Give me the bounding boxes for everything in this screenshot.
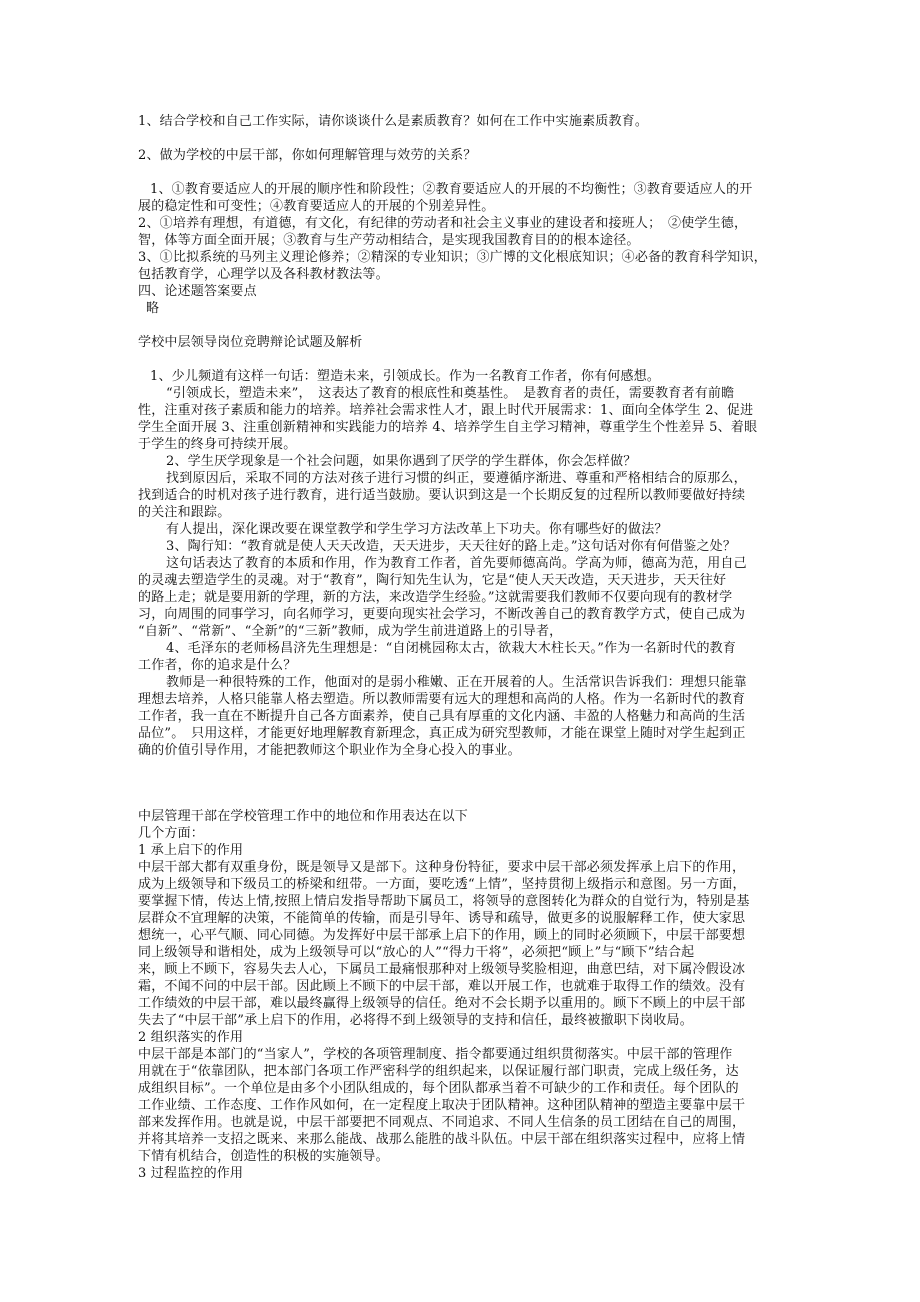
body-line: 理想去培养，人格只能靠人格去塑造。所以教师需要有远大的理想和高尚的人格。作为一名新时代的教育 <box>138 692 746 707</box>
body-line: “引领成长，塑造未来”， 这表达了教育的根底性和奠基性。 是教育者的责任，需要教育者有前瞻 <box>166 386 735 401</box>
answer-line: 智，体等方面全面开展；③教育与生产劳动相结合，是实现我国教育目的的根本途径。 <box>138 233 640 248</box>
question-1: 1、结合学校和自己工作实际，请你谈谈什么是素质教育？如何在工作中实施素质教育。 <box>138 114 649 129</box>
body-line: 这句话表达了教育的本质和作用，作为教育工作者，首先要师德高尚。学高为师，德高为范，用自己 <box>166 556 747 571</box>
body-line: 成为上级领导和下级员工的桥梁和纽带。一方面，要吃透“上情”，坚持贯彻上级指示和意图。另一方面， <box>138 877 746 892</box>
body-line: 4、毛泽东的老师杨昌济先生理想是：“自闭桃园称太古，欲栽大木柱长天。”作为一名新时代的教育 <box>166 641 737 656</box>
body-line: “自新”、“常新”、“全新”的“三新”教师，成为学生前进道路上的引导者， <box>138 624 563 639</box>
body-line: 中层干部是本部门的“当家人”，学校的各项管理制度、指令都要通过组织贯彻落实。中层干部的管理作 <box>138 1047 733 1062</box>
body-line: 2、学生厌学现象是一个社会问题，如果你遇到了厌学的学生群体，你会怎样做？ <box>166 454 637 469</box>
body-line: 工作者，你的追求是什么？ <box>138 658 297 673</box>
body-line: 工作者，我一直在不断提升自己各方面素养，使自己具有厚重的文化内涵、丰盈的人格魅力和高尚的生活 <box>138 709 746 724</box>
body-line: 成组织目标”。一个单位是由多个小团队组成的，每个团队都承当着不可缺少的工作和责任。每个团队的 <box>138 1081 739 1096</box>
body-line: 找到原因后，采取不同的方法对孩子进行习惯的纠正，要遵循序渐进、尊重和严格相结合的原那么， <box>166 471 747 486</box>
answer-line: 展的稳定性和可变性；④教育要适应人的开展的个别差异性。 <box>138 199 495 214</box>
body-line: 层群众不宜理解的决策，不能简单的传输，而是引导年、诱导和疏导，做更多的说服解释工作，使大家思 <box>138 911 746 926</box>
body-line: 失去了“中层干部”承上启下的作用，必将得不到上级领导的支持和信任，最终被撤职下岗收局。 <box>138 1013 693 1028</box>
body-line: 部来发挥作用。也就是说，中层干部要把不同观点、不同追求、不同人生信条的员工团结在自己的周围， <box>138 1115 746 1130</box>
body-line: 性，注重对孩子素质和能力的培养。培养社会需求性人才，跟上时代开展需求：1、面向全体学生 2、促进 <box>138 403 754 418</box>
subheading: 1 承上启下的作用 <box>138 843 244 858</box>
body-line: 用就在于“依靠团队，把本部门各项工作严密科学的组织起来，以保证履行部门职责，完成上级任务，达 <box>138 1064 739 1079</box>
body-line: 的灵魂去塑造学生的灵魂。对于“教育”，陶行知先生认为，它是“使人天天改造，天天进步，天天往好 <box>138 573 727 588</box>
body-line: 确的价值引导作用，才能把教师这个职业作为全身心投入的事业。 <box>138 743 521 758</box>
body-line: 1、少儿频道有这样一句话：塑造未来，引领成长。作为一名教育工作者，你有何感想。 <box>150 369 661 384</box>
answer-line: 包括教育学，心理学以及各科教材教法等。 <box>138 267 389 282</box>
body-line: 要掌握下情，传达上情,按照上情启发指导帮助下属员工，将领导的意图转化为群众的自觉行为，特别是基 <box>138 894 750 909</box>
body-line: 习，向周围的同事学习，向名师学习，更要向现实社会学习，不断改善自己的教育教学方式，使自己成为 <box>138 607 746 622</box>
body-line: 学生全面开展 3、注重创新精神和实践能力的培养 4、培养学生自主学习精神，尊重学生个性差异 5、着眼 <box>138 420 758 435</box>
body-line: 中层干部大都有双重身份，既是领导又是部下。这种身份特征，要求中层干部必须发挥承上启下的作用， <box>138 860 746 875</box>
answer-line: 1、①教育要适应人的开展的顺序性和阶段性；②教育要适应人的开展的不均衡性；③教育要适应人的开 <box>150 182 753 197</box>
body-line: 有人提出，深化课改要在课堂教学和学生学习方法改革上下功夫。你有哪些好的做法？ <box>166 522 668 537</box>
answer-line: 3、①比拟系统的马列主义理论修养；②精深的专业知识；③广博的文化根底知识；④必备的教育科学知识， <box>138 250 767 265</box>
body-line: 教师是一种很特殊的工作，他面对的是弱小稚嫩、正在开展着的人。生活常识告诉我们：理想只能靠 <box>166 675 747 690</box>
body-line: 几个方面： <box>138 826 205 841</box>
section-heading: 四、论述题答案要点 <box>138 284 257 299</box>
body-line: 于学生的终身可持续开展。 <box>138 437 297 452</box>
section-title: 中层管理干部在学校管理工作中的地位和作用表达在以下 <box>138 809 469 824</box>
body-line: 找到适合的时机对孩子进行教育，进行适当鼓励。要认识到这是一个长期反复的过程所以教师要做好持续 <box>138 488 746 503</box>
body-line: 想统一，心平气顺、同心同德。为发挥好中层干部承上启下的作用，顾上的同时必须顾下，中层干部要想 <box>138 928 746 943</box>
answer-line: 略 <box>146 301 160 316</box>
body-line: 来，顾上不顾下，容易失去人心，下属员工最痛恨那种对上级领导奖脸相迎，曲意巴结，对下属冷假设冰 <box>138 962 746 977</box>
body-line: 下情有机结合，创造性的积极的实施领导。 <box>138 1149 389 1164</box>
answer-line: 2、①培养有理想，有道德，有文化，有纪律的劳动者和社会主义事业的建设者和接班人； ②使学生德， <box>138 216 748 231</box>
body-line: 品位”。 只用这样，才能更好地理解教育新理念，真正成为研究型教师，才能在课堂上随时对学生起到正 <box>138 726 746 741</box>
section-title: 学校中层领导岗位竞聘辩论试题及解析 <box>138 335 363 350</box>
body-line: 工作业绩、工作态度、工作作风如何，在一定程度上取决于团队精神。这种团队精神的塑造主要靠中层干 <box>138 1098 746 1113</box>
subheading: 2 组织落实的作用 <box>138 1030 244 1045</box>
body-line: 的路上走；就是要用新的学理，新的方法，来改造学生经验。”这就需要我们教师不仅要向现有的教材学 <box>138 590 733 605</box>
body-line: 的关注和跟踪。 <box>138 505 231 520</box>
body-line: 3、陶行知：“教育就是使人天天改造，天天进步，天天往好的路上走。”这句话对你有何借鉴之处？ <box>166 539 737 554</box>
subheading: 3 过程监控的作用 <box>138 1166 244 1181</box>
body-line: 同上级领导和谐相处，成为上级领导可以“放心的人”“得力干将”，必须把“顾上”与“顾下”结合起 <box>138 945 695 960</box>
question-2: 2、做为学校的中层干部，你如何理解管理与效劳的关系？ <box>138 148 477 163</box>
body-line: 并将其培养一支招之既来、来那么能战、战那么能胜的战斗队伍。中层干部在组织落实过程中，应将上情 <box>138 1132 746 1147</box>
body-line: 霜，不闻不问的中层干部。因此顾上不顾下的中层干部，难以开展工作，也就难于取得工作的绩效。没有 <box>138 979 746 994</box>
body-line: 工作绩效的中层干部，难以最终赢得上级领导的信任。绝对不会长期予以重用的。顾下不顾上的中层干部 <box>138 996 746 1011</box>
